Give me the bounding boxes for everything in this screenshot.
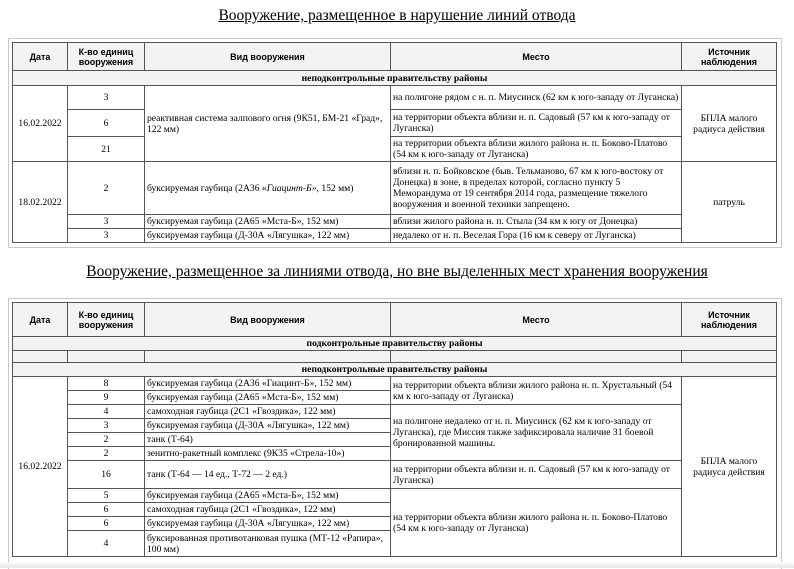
type-emphasis: Гиацинт-Б» [266, 182, 317, 194]
date-cell: 16.02.2022 [13, 377, 68, 557]
section1-title: Вооружение, размещенное в нарушение линий отвода [218, 7, 576, 24]
header-type: Вид вооружения [145, 303, 391, 337]
qty-cell: 9 [68, 391, 145, 405]
table-row [13, 405, 777, 419]
place-cell: на территории объекта вблизи жилого района н. п. Боково-Платово (54 км к юго-западу от Луганска) [391, 137, 682, 162]
qty-cell: 21 [68, 137, 145, 162]
place-cell: вблизи н. п. Бойковское (быв. Тельманово, 67 км к юго-востоку от Донецка) в зоне, в пределах которой, согласно пункту 5 Меморандума от 19 сентября 2014 года, размещение тяжелого вооружения и военной техники запрещено. [391, 162, 682, 215]
qty-cell: 2 [68, 433, 145, 447]
type-cell: буксируемая гаубица (2А65 «Мста-Б», 152 мм) [145, 489, 391, 503]
type-cell: буксированная противотанковая пушка (МТ-12 «Рапира», 100 мм) [145, 531, 391, 557]
table-row [13, 162, 777, 215]
qty-cell: 2 [68, 447, 145, 461]
qty-cell: 3 [68, 419, 145, 433]
qty-cell: 3 [68, 215, 145, 229]
qty-cell: 4 [68, 531, 145, 557]
table-row [13, 110, 777, 137]
place-cell: на территории объекта вблизи н. п. Садовый (57 км к юго-западу от Луганска) [391, 461, 682, 489]
place-cell: на территории объекта вблизи жилого района н. п. Боково-Платово (54 км к юго-западу от Луганска) [391, 489, 682, 557]
qty-cell: 2 [68, 162, 145, 215]
header-date: Дата [13, 303, 68, 337]
type-cell: реактивная система залпового огня (9К51, БМ-21 «Град», 122 мм) [145, 86, 391, 162]
type-text: буксируемая гаубица (2А36 « [147, 182, 267, 194]
type-cell: буксируемая гаубица (2А65 «Мста-Б», 152 мм) [145, 391, 391, 405]
header-qty: К-во единиц вооружения [68, 303, 145, 337]
type-cell: самоходная гаубица (2С1 «Гвоздика», 122 мм) [145, 503, 391, 517]
table-row [13, 229, 777, 243]
header-date: Дата [13, 43, 68, 71]
source-cell: БПЛА малого радиуса действия [682, 377, 777, 557]
type-cell: зенитно-ракетный комплекс (9К35 «Стрела-10») [145, 447, 391, 461]
section2-title: Вооружение, размещенное за линиями отвода, но вне выделенных мест хранения вооружения [86, 263, 708, 280]
qty-cell: 3 [68, 229, 145, 243]
place-cell: на территории объекта вблизи н. п. Садовый (57 км к юго-западу от Луганска) [391, 110, 682, 137]
type-cell: буксируемая гаубица (Д-30А «Лягушка», 122 мм) [145, 419, 391, 433]
source-cell: БПЛА малого радиуса действия [682, 86, 777, 162]
header-type: Вид вооружения [145, 43, 391, 71]
header-qty: К-во единиц вооружения [68, 43, 145, 71]
header-source: Источник наблюдения [682, 303, 777, 337]
qty-cell: 16 [68, 461, 145, 489]
type-cell: буксируемая гаубица (Д-30А «Лягушка», 122 мм) [145, 517, 391, 531]
header-source: Источник наблюдения [682, 43, 777, 71]
type-cell [145, 162, 391, 215]
place-cell: вблизи жилого района н. п. Стыла (34 км к югу от Донецка) [391, 215, 682, 229]
place-cell: на полигоне рядом с н. п. Миусинск (62 км к юго-западу от Луганска) [391, 86, 682, 110]
qty-cell: 8 [68, 377, 145, 391]
type-cell: самоходная гаубица (2С1 «Гвоздика», 122 мм) [145, 405, 391, 419]
group-label: неподконтрольные правительству районы [13, 71, 777, 86]
source-cell: патруль [682, 162, 777, 243]
table-row [13, 377, 777, 391]
qty-cell: 6 [68, 110, 145, 137]
table-row [13, 215, 777, 229]
date-cell: 16.02.2022 [13, 86, 68, 162]
place-cell: на территории объекта вблизи жилого района н. п. Хрустальный (54 км к юго-западу от Луганска) [391, 377, 682, 405]
qty-cell: 6 [68, 503, 145, 517]
table-row [13, 489, 777, 503]
qty-cell: 4 [68, 405, 145, 419]
place-cell: на полигоне недалеко от н. п. Миусинск (62 км к юго-западу от Луганска), где Миссия также зафиксировала наличие 31 боевой бронированной машины. [391, 405, 682, 461]
group-label: подконтрольные правительству районы [13, 337, 777, 351]
type-cell: буксируемая гаубица (Д-30А «Лягушка», 122 мм) [145, 229, 391, 243]
page-bottom-edge [0, 562, 794, 568]
qty-cell: 3 [68, 86, 145, 110]
type-tail: , 152 мм) [316, 182, 354, 194]
type-cell: буксируемая гаубица (2А65 «Мста-Б», 152 мм) [145, 215, 391, 229]
section2-table [12, 302, 777, 557]
blank-row [13, 351, 777, 363]
type-cell: буксируемая гаубица (2А36 «Гиацинт-Б», 152 мм) [145, 377, 391, 391]
section1-table [12, 42, 777, 243]
type-cell: танк (Т-64) [145, 433, 391, 447]
date-cell: 18.02.2022 [13, 162, 68, 243]
header-place: Место [391, 303, 682, 337]
header-place: Место [391, 43, 682, 71]
qty-cell: 6 [68, 517, 145, 531]
place-cell: недалеко от н. п. Веселая Гора (16 км к северу от Луганска) [391, 229, 682, 243]
qty-cell: 5 [68, 489, 145, 503]
table-row [13, 461, 777, 489]
group-label: неподконтрольные правительству районы [13, 363, 777, 377]
type-cell: танк (Т-64 — 14 ед., Т-72 — 2 ед.) [145, 461, 391, 489]
table-row [13, 86, 777, 110]
table-row [13, 137, 777, 162]
